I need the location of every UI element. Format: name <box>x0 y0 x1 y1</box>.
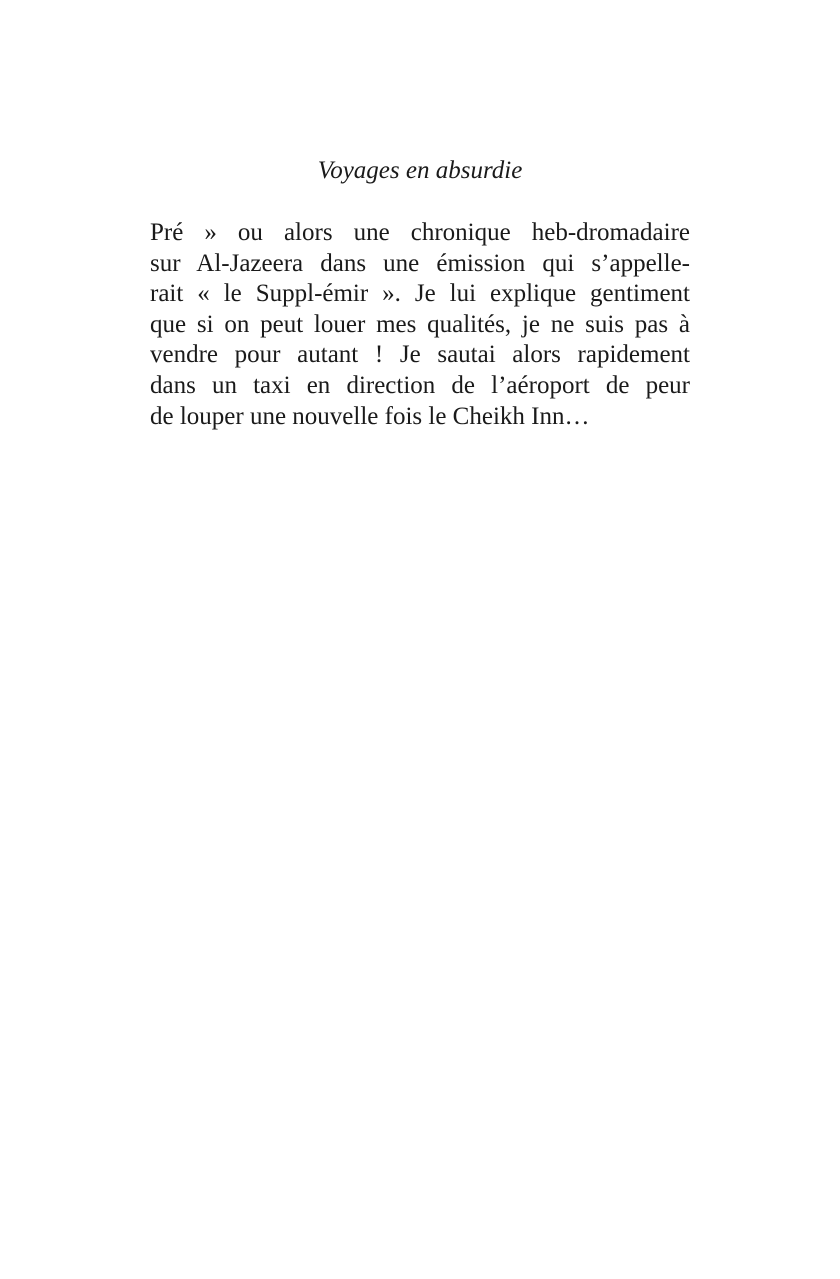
paragraph-line: Pré » ou alors une chronique heb-dromadaire <box>150 219 690 246</box>
paragraph-line: vendre pour autant ! Je sautai alors rapidement <box>150 341 690 369</box>
paragraph-line: sur Al-Jazeera dans une émission qui s’appelle- <box>150 249 690 277</box>
paragraph-line: dans un taxi en direction de l’aéroport de peur <box>150 371 690 399</box>
running-header-title: Voyages en absurdie <box>317 157 523 184</box>
paragraph-line: de louper une nouvelle fois le Cheikh Inn… <box>150 402 590 430</box>
paragraph-line: rait « le Suppl-émir ». Je lui explique gentiment <box>150 280 690 308</box>
body-paragraph <box>150 218 690 432</box>
paragraph-line: que si on peut louer mes qualités, je ne suis pas à <box>150 310 690 338</box>
